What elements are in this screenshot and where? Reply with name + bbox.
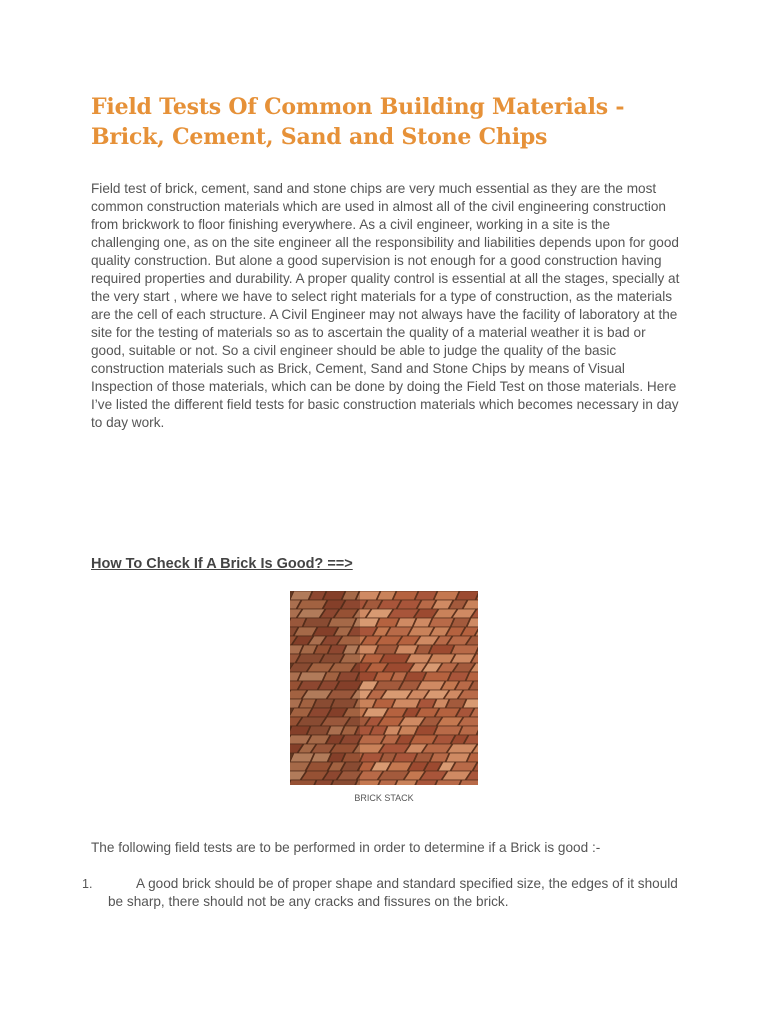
article-title: Field Tests Of Common Building Materials - Brick, Cement, Sand and Stone Chips [91, 94, 625, 150]
list-item-number: 1. [82, 877, 93, 891]
list-item [82, 875, 682, 911]
brick-section-heading[interactable]: How To Check If A Brick Is Good? ==> [91, 556, 353, 572]
brick-tests-list [82, 875, 682, 911]
list-item-text: A good brick should be of proper shape and standard specified size, the edges of it should be sharp, there should not be any cracks and fissures on the brick. [108, 876, 678, 909]
intro-paragraph: Field test of brick, cement, sand and stone chips are very much essential as they are the most common construction materials which are used in almost all of the civil engineering construction from brickwork to floor finishing everywhere. As a civil engineer, working in a site is the challenging one, as on the site engineer all the responsibility and liabilities depends upon for good quality construction. But alone a good supervision is not enough for a good construction having required properties and durability. A proper quality control is essential at all the stages, specially at the very start , where we have to select right materials for a type of construction, as the materials are the cell of each structure. A Civil Engineer may not always have the facility of laboratory at the site for the testing of materials so as to ascertain the quality of a material weather it is bad or good, suitable or not. So a civil engineer should be able to judge the quality of the basic construction materials such as Brick, Cement, Sand and Stone Chips by means of Visual Inspection of those materials, which can be done by doing the Field Test on those materials. Here I’ve listed the different field tests for basic construction materials which becomes necessary in day to day work. [91, 181, 680, 430]
brick-tests-lead: The following field tests are to be performed in order to determine if a Brick is good :- [91, 840, 601, 855]
brick-stack-photo [290, 591, 478, 785]
image-caption: BRICK STACK [354, 793, 414, 803]
brick-stack-image [290, 591, 478, 785]
